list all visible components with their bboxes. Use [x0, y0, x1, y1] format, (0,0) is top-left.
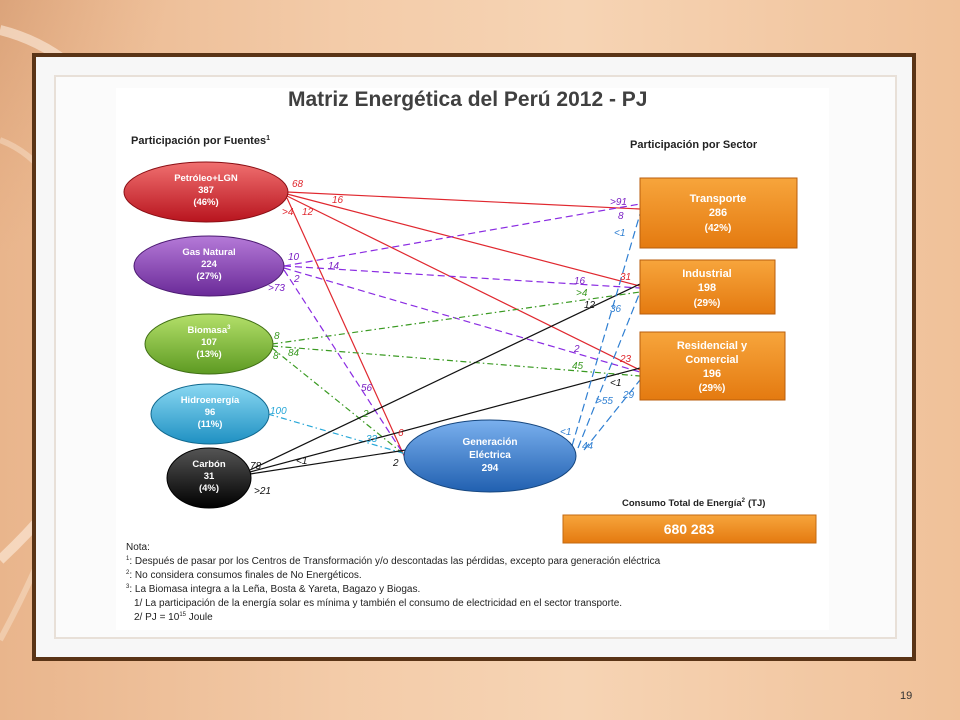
flow-label: 2 — [294, 274, 300, 285]
sectors-header: Participación por Sector — [630, 139, 758, 151]
source-value: 31 — [203, 471, 215, 482]
flow-hidro-generacion — [268, 414, 406, 454]
slide-number: 19 — [900, 690, 913, 702]
source-petroleo — [124, 162, 288, 222]
flow-biomasa-generacion — [272, 348, 406, 456]
note-3: $^3$: La Biomasa integra a la Leña, Bosta & Yareta, Bagazo y Biogas. — [126, 584, 421, 595]
flow-label: 100 — [270, 406, 287, 417]
sector-transporte — [640, 178, 797, 248]
flow-generacion-transporte — [572, 214, 640, 446]
source-value: 107 — [201, 337, 217, 348]
source-pct: (27%) — [196, 271, 222, 282]
flow-label: 2 — [363, 409, 369, 420]
source-value: 387 — [198, 185, 214, 196]
note-2: $^2$: No considera consumos finales de No Energéticos. — [126, 570, 362, 581]
flow-label: 6 — [398, 428, 404, 439]
source-name: Gas Natural — [182, 247, 236, 258]
flow-label: <1 — [296, 456, 308, 467]
sector-name: Transporte — [689, 193, 747, 205]
flow-petroleo-generacion — [287, 198, 406, 460]
total-label: Consumo Total de Energía$^2$ (TJ) — [622, 498, 766, 509]
flow-petroleo-residencial — [287, 196, 640, 370]
flow-label: <1 — [560, 427, 572, 438]
source-biomasa — [145, 314, 273, 374]
flow-label: 84 — [288, 348, 300, 359]
flow-carbon-generacion — [250, 450, 406, 474]
flow-label: 78 — [250, 461, 262, 472]
flow-label: 12 — [584, 300, 596, 311]
flow-label: 23 — [620, 354, 632, 365]
generacion-line2: Eléctrica — [469, 450, 511, 461]
flow-label: 12 — [302, 207, 314, 218]
flow-label: 44 — [582, 441, 594, 452]
flow-label: 31 — [620, 272, 632, 283]
source-value: 96 — [204, 407, 216, 418]
flow-label: >55 — [596, 396, 613, 407]
source-name: Biomasa$^3$ — [187, 325, 231, 336]
flow-label: 56 — [361, 383, 373, 394]
source-gas-natural — [134, 236, 284, 296]
note-heading: Nota: — [126, 542, 150, 553]
sector-pct: (29%) — [693, 298, 721, 309]
flow-label: 8 — [273, 351, 279, 362]
flow-label: >73 — [268, 283, 285, 294]
generacion-electrica-node — [404, 420, 576, 492]
flow-label: 45 — [572, 361, 584, 372]
flow-label: 14 — [328, 261, 340, 272]
source-name: Petróleo+LGN — [174, 173, 238, 184]
sector-pct: (29%) — [698, 383, 726, 394]
flow-gas-generacion — [284, 270, 406, 458]
sector-residencial — [640, 332, 785, 400]
flow-label: 8 — [618, 211, 624, 222]
flow-label: 29 — [623, 390, 635, 401]
source-pct: (4%) — [198, 483, 220, 494]
flow-gas-residencial — [284, 268, 640, 372]
flow-label: 2 — [574, 344, 580, 355]
sector-name-line2: Comercial — [685, 354, 739, 366]
note-1: $^1$: Después de pasar por los Centros de Transformación y/o descontadas las pérdidas, excepto para generación eléctrica — [126, 556, 661, 567]
energy-matrix-diagram — [116, 88, 829, 630]
flow-label: 33 — [366, 434, 378, 445]
sources-header: Participación por Fuentes$^1$ — [131, 135, 270, 147]
flow-label: >91 — [610, 197, 627, 208]
generacion-value: 294 — [481, 463, 499, 474]
flow-label: 2 — [393, 458, 399, 469]
notes — [126, 542, 661, 623]
source-value: 224 — [201, 259, 217, 270]
sector-value: 196 — [702, 368, 722, 380]
note-5: 2/ PJ = $10^{15}$ Joule — [134, 612, 213, 623]
source-carbon — [167, 448, 251, 508]
flow-label: >21 — [254, 486, 271, 497]
source-name: Carbón — [192, 459, 226, 470]
flow-label: 16 — [332, 195, 344, 206]
sector-name: Industrial — [682, 268, 732, 280]
source-name: Hidroenergía — [180, 395, 240, 406]
total-value: 680 283 — [663, 521, 715, 537]
sector-pct: (42%) — [704, 223, 732, 234]
flow-label: <1 — [610, 378, 622, 389]
source-hidroenergia — [151, 384, 269, 444]
note-4: 1/ La participación de la energía solar es mínima y también el consumo de electricidad en el sector transporte. — [134, 598, 623, 609]
flow-gas-transporte — [284, 204, 640, 266]
source-pct: (11%) — [197, 419, 223, 430]
diagram-title: Matriz Energética del Perú 2012 - PJ — [288, 88, 648, 111]
flow-label: 8 — [274, 331, 280, 342]
generacion-line1: Generación — [462, 437, 518, 448]
source-pct: (13%) — [196, 349, 222, 360]
flow-label: >4 — [576, 288, 588, 299]
sector-value: 286 — [708, 207, 728, 219]
flow-label: 16 — [574, 276, 586, 287]
flow-label: 10 — [288, 252, 300, 263]
flow-label: 68 — [292, 179, 304, 190]
flow-petroleo-industrial — [287, 194, 640, 286]
flow-label: <1 — [614, 228, 626, 239]
sector-value: 198 — [697, 282, 717, 294]
source-pct: (46%) — [193, 197, 219, 208]
sector-name-line1: Residencial y — [676, 340, 748, 352]
sector-industrial — [640, 260, 775, 314]
flow-label: >4 — [282, 207, 294, 218]
flow-label: 36 — [610, 304, 622, 315]
